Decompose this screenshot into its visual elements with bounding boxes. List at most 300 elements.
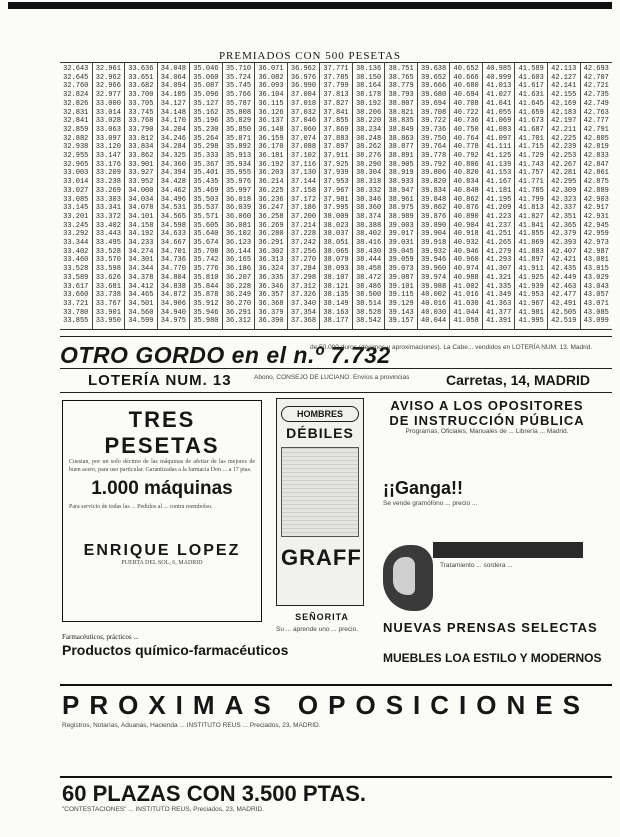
prize-number: 33.528 bbox=[63, 265, 89, 274]
prize-number: 39.073 bbox=[388, 265, 414, 274]
prize-number: 36.313 bbox=[258, 256, 284, 265]
prize-number: 33.014 bbox=[95, 108, 121, 117]
prize-number: 40.985 bbox=[486, 65, 512, 73]
prize-number: 34.598 bbox=[160, 221, 186, 230]
prize-number: 40.890 bbox=[453, 212, 479, 221]
prize-number: 42.435 bbox=[551, 265, 577, 274]
prize-number: 41.167 bbox=[486, 178, 512, 187]
prize-number: 36.249 bbox=[225, 291, 252, 300]
prize-number: 34.000 bbox=[128, 186, 154, 195]
prize-number: 42.833 bbox=[583, 152, 609, 161]
prize-number: 35.674 bbox=[193, 239, 219, 248]
prize-number: 33.651 bbox=[128, 73, 154, 82]
prize-number: 38.079 bbox=[323, 256, 349, 265]
prize-number: 35.571 bbox=[193, 212, 219, 221]
prize-number: 41.377 bbox=[486, 308, 512, 317]
prize-number: 37.925 bbox=[323, 160, 349, 169]
prize-number: 41.321 bbox=[486, 273, 512, 282]
farmaceuticos-small: Farmacéuticos, prácticos ... bbox=[62, 633, 139, 641]
prize-number: 35.850 bbox=[225, 125, 252, 134]
prize-number: 41.069 bbox=[486, 117, 512, 126]
prize-number: 42.211 bbox=[551, 125, 577, 134]
prize-number: 34.246 bbox=[160, 134, 186, 143]
prize-number: 36.060 bbox=[225, 212, 252, 221]
prize-number: 34.565 bbox=[160, 212, 186, 221]
prize-number: 37.284 bbox=[290, 265, 317, 274]
prize-number: 42.917 bbox=[583, 204, 609, 213]
prize-number: 40.694 bbox=[453, 91, 479, 100]
prize-number: 39.932 bbox=[421, 247, 447, 256]
prize-number: 33.027 bbox=[63, 186, 89, 195]
prize-number: 37.953 bbox=[323, 178, 349, 187]
prize-number: 33.145 bbox=[63, 204, 89, 213]
prize-number: 33.812 bbox=[128, 134, 154, 143]
prize-number: 42.379 bbox=[551, 230, 577, 239]
ganga-title: ¡¡Ganga!! bbox=[383, 478, 463, 498]
prize-number: 34.284 bbox=[160, 143, 186, 152]
prize-number: 39.918 bbox=[421, 239, 447, 248]
prize-number: 40.652 bbox=[453, 65, 479, 73]
prize-number: 33.402 bbox=[63, 247, 89, 256]
proximas-title: PROXIMAS OPOSICIONES bbox=[62, 690, 590, 720]
prize-number: 42.239 bbox=[551, 143, 577, 152]
prize-number: 41.967 bbox=[518, 299, 544, 308]
prize-number: 37.032 bbox=[290, 108, 317, 117]
prize-number: 42.875 bbox=[583, 178, 609, 187]
prize-number: 35.367 bbox=[193, 160, 219, 169]
prize-number: 41.002 bbox=[453, 282, 479, 291]
prize-number: 36.258 bbox=[258, 212, 284, 221]
prize-number: 39.736 bbox=[421, 125, 447, 134]
prize-number: 40.946 bbox=[453, 247, 479, 256]
prize-number: 40.918 bbox=[453, 230, 479, 239]
prize-number: 36.291 bbox=[258, 239, 284, 248]
otro-gordo-note: de 50.000 duros (décimos y aproximaciones). La Cabe... vendidos en LOTERÍA NUM. 13. Madrid. bbox=[310, 344, 593, 351]
prize-number: 34.274 bbox=[128, 247, 154, 256]
prize-number: 33.303 bbox=[95, 195, 121, 204]
prize-number: 33.855 bbox=[63, 317, 89, 326]
prize-number: 37.018 bbox=[290, 99, 317, 108]
prize-number: 34.170 bbox=[160, 117, 186, 126]
prize-number: 39.143 bbox=[388, 308, 414, 317]
prize-number: 33.768 bbox=[128, 117, 154, 126]
prize-number: 35.401 bbox=[193, 169, 219, 178]
otro-gordo-headline: OTRO GORDO en el n.º 7.732 bbox=[60, 342, 391, 368]
prize-number: 42.861 bbox=[583, 169, 609, 178]
prize-number: 42.505 bbox=[551, 308, 577, 317]
prize-number: 43.001 bbox=[583, 256, 609, 265]
prize-number: 42.351 bbox=[551, 212, 577, 221]
prize-number: 38.989 bbox=[388, 212, 414, 221]
prize-number: 32.977 bbox=[95, 91, 121, 100]
prize-number: 38.877 bbox=[388, 143, 414, 152]
prize-number: 33.201 bbox=[63, 212, 89, 221]
section-divider bbox=[60, 392, 612, 393]
prize-number: 36.123 bbox=[225, 239, 252, 248]
prize-number: 40.988 bbox=[453, 273, 479, 282]
prize-number: 33.790 bbox=[128, 125, 154, 134]
prize-number: 39.848 bbox=[421, 195, 447, 204]
tres-pesetas-body: Cuestan, por un solo décimo de las máquinas de afeitar de las mejores de buen acero, para uso particular. Garantizadas a la farmacia Don ... a 17 ptas. bbox=[69, 459, 255, 473]
prize-number: 42.749 bbox=[583, 99, 609, 108]
prize-number: 36.104 bbox=[258, 91, 284, 100]
prize-number: 41.911 bbox=[518, 265, 544, 274]
prize-number: 36.302 bbox=[258, 247, 284, 256]
tres-pesetas-body2: Para servicio de todas las ... Pedidos al ... contra reembolso. bbox=[69, 504, 213, 510]
prize-number: 35.955 bbox=[225, 169, 252, 178]
loteria-address: Carretas, 14, MADRID bbox=[446, 372, 590, 388]
prize-number: 40.820 bbox=[453, 169, 479, 178]
prize-number: 42.267 bbox=[551, 160, 577, 169]
prize-number: 34.148 bbox=[160, 108, 186, 117]
prize-number: 35.537 bbox=[193, 204, 219, 213]
prize-number: 38.051 bbox=[323, 239, 349, 248]
prize-number: 38.919 bbox=[388, 169, 414, 178]
prize-number: 41.813 bbox=[518, 204, 544, 213]
sordos-body: Tratamiento ... sordera ... bbox=[440, 562, 513, 569]
tres-pesetas-ad bbox=[62, 400, 262, 622]
prize-number: 40.848 bbox=[453, 186, 479, 195]
proximas-body: Registros, Notarías, Aduanas, Hacienda ... INSTITUTO REUS ... Preciados, 23, MADRID. bbox=[62, 722, 321, 729]
prize-number: 41.617 bbox=[518, 82, 544, 91]
prize-number: 35.913 bbox=[225, 152, 252, 161]
prize-number: 36.291 bbox=[225, 308, 252, 317]
prize-number: 38.933 bbox=[388, 178, 414, 187]
prize-number: 34.394 bbox=[160, 169, 186, 178]
prize-number: 39.708 bbox=[421, 108, 447, 117]
prize-number: 35.829 bbox=[225, 117, 252, 126]
prize-number: 41.645 bbox=[518, 99, 544, 108]
prize-number: 35.605 bbox=[193, 221, 219, 230]
hombres-label: HOMBRES bbox=[281, 406, 359, 422]
prize-number: 40.876 bbox=[453, 204, 479, 213]
prize-number: 36.170 bbox=[258, 143, 284, 152]
prize-number: 41.687 bbox=[518, 125, 544, 134]
prize-number: 36.990 bbox=[290, 82, 317, 91]
prize-number: 33.147 bbox=[95, 152, 121, 161]
prize-number: 39.666 bbox=[421, 82, 447, 91]
prize-number: 34.560 bbox=[128, 308, 154, 317]
prize-number: 36.071 bbox=[258, 65, 284, 73]
prize-number: 36.976 bbox=[290, 73, 317, 82]
prize-number: 39.764 bbox=[421, 143, 447, 152]
prize-number: 38.135 bbox=[323, 291, 349, 300]
prize-number: 41.631 bbox=[518, 91, 544, 100]
prize-number: 39.638 bbox=[421, 65, 447, 73]
prize-number: 37.340 bbox=[290, 299, 317, 308]
prize-number: 40.764 bbox=[453, 134, 479, 143]
prize-number: 40.736 bbox=[453, 117, 479, 126]
prize-number: 38.093 bbox=[323, 265, 349, 274]
section-divider bbox=[60, 368, 612, 369]
prize-number: 33.950 bbox=[95, 317, 121, 326]
prize-number: 37.883 bbox=[323, 134, 349, 143]
prize-number: 36.368 bbox=[258, 299, 284, 308]
prize-number: 42.113 bbox=[551, 65, 577, 73]
prize-number: 36.390 bbox=[258, 317, 284, 326]
prize-number: 36.962 bbox=[290, 65, 317, 73]
prize-number: 40.016 bbox=[421, 299, 447, 308]
prize-number: 42.449 bbox=[551, 273, 577, 282]
prize-number: 36.018 bbox=[225, 195, 252, 204]
sordos-banner bbox=[433, 542, 583, 558]
prize-number: 34.158 bbox=[128, 221, 154, 230]
prize-number: 38.206 bbox=[355, 108, 382, 117]
prize-number: 34.378 bbox=[128, 273, 154, 282]
prize-number: 35.934 bbox=[225, 160, 252, 169]
prize-number: 37.060 bbox=[290, 125, 317, 134]
prize-number: 35.060 bbox=[193, 73, 219, 82]
prize-number: 41.209 bbox=[486, 204, 512, 213]
prize-number: 41.939 bbox=[518, 282, 544, 291]
prize-number: 38.149 bbox=[323, 299, 349, 308]
prize-number: 34.633 bbox=[160, 230, 186, 239]
prize-number: 38.863 bbox=[388, 134, 414, 143]
prize-number: 42.945 bbox=[583, 221, 609, 230]
ganga-body: Se vende gramófono ... precio ... bbox=[383, 500, 478, 507]
prize-number: 32.961 bbox=[95, 65, 121, 73]
loteria-name: LOTERÍA NUM. 13 bbox=[88, 372, 232, 389]
number-column bbox=[223, 63, 256, 329]
prize-number: 39.031 bbox=[388, 239, 414, 248]
prize-number: 42.183 bbox=[551, 108, 577, 117]
prize-number: 40.002 bbox=[421, 291, 447, 300]
prize-number: 37.214 bbox=[290, 221, 317, 230]
prize-number: 36.236 bbox=[258, 195, 284, 204]
prize-number: 37.981 bbox=[323, 195, 349, 204]
prize-number: 37.298 bbox=[290, 273, 317, 282]
prize-number: 38.037 bbox=[323, 230, 349, 239]
prize-number: 39.806 bbox=[421, 169, 447, 178]
aviso-title: AVISO A LOS OPOSITORES DE INSTRUCCIÓN PÚBLICA bbox=[389, 398, 585, 428]
prize-number: 34.344 bbox=[128, 265, 154, 274]
prize-number: 38.458 bbox=[355, 265, 382, 274]
prize-number: 42.169 bbox=[551, 99, 577, 108]
prize-number: 40.680 bbox=[453, 82, 479, 91]
debiles-ad bbox=[276, 398, 364, 606]
prize-number: 35.046 bbox=[193, 65, 219, 73]
number-column bbox=[581, 63, 613, 329]
prize-number: 41.729 bbox=[518, 152, 544, 161]
prize-number: 39.974 bbox=[421, 273, 447, 282]
prize-number: 35.096 bbox=[193, 91, 219, 100]
prize-number: 42.323 bbox=[551, 195, 577, 204]
prize-number: 38.849 bbox=[388, 125, 414, 134]
prize-number: 42.197 bbox=[551, 117, 577, 126]
prize-number: 41.027 bbox=[486, 91, 512, 100]
prize-number: 33.598 bbox=[95, 265, 121, 274]
prize-number: 39.017 bbox=[388, 230, 414, 239]
prize-number: 33.495 bbox=[95, 239, 121, 248]
prize-number: 38.276 bbox=[355, 152, 382, 161]
prize-number: 37.368 bbox=[290, 317, 317, 326]
prize-number: 41.827 bbox=[518, 212, 544, 221]
prize-number: 32.824 bbox=[63, 91, 89, 100]
prize-number: 34.940 bbox=[160, 308, 186, 317]
prize-number: 33.636 bbox=[128, 65, 154, 73]
prize-number: 34.094 bbox=[160, 82, 186, 91]
prize-number: 42.365 bbox=[551, 221, 577, 230]
prize-number: 40.722 bbox=[453, 108, 479, 117]
prize-number: 34.975 bbox=[160, 317, 186, 326]
prize-number: 41.030 bbox=[453, 299, 479, 308]
prize-number: 41.181 bbox=[486, 186, 512, 195]
prize-number: 40.932 bbox=[453, 239, 479, 248]
prize-number: 42.477 bbox=[551, 291, 577, 300]
product-illustration bbox=[281, 447, 359, 537]
prize-number: 36.144 bbox=[225, 247, 252, 256]
prize-number: 35.980 bbox=[193, 317, 219, 326]
prize-number: 42.127 bbox=[551, 73, 577, 82]
prize-number: 33.767 bbox=[95, 299, 121, 308]
prize-number: 40.904 bbox=[453, 221, 479, 230]
prize-number: 39.087 bbox=[388, 273, 414, 282]
prize-number: 38.751 bbox=[388, 65, 414, 73]
prize-number: 33.528 bbox=[95, 247, 121, 256]
prize-number: 42.225 bbox=[551, 134, 577, 143]
prize-number: 35.503 bbox=[193, 195, 219, 204]
prize-number: 38.065 bbox=[323, 247, 349, 256]
prize-number: 34.804 bbox=[160, 273, 186, 282]
prize-number: 36.186 bbox=[225, 265, 252, 274]
prize-number: 38.192 bbox=[355, 99, 382, 108]
prize-number: 37.102 bbox=[290, 152, 317, 161]
prize-number: 41.055 bbox=[486, 108, 512, 117]
prize-number: 42.337 bbox=[551, 204, 577, 213]
prize-number: 35.127 bbox=[193, 99, 219, 108]
prize-number: 42.407 bbox=[551, 247, 577, 256]
prize-number: 33.927 bbox=[128, 169, 154, 178]
prize-number: 41.701 bbox=[518, 134, 544, 143]
prize-number: 34.838 bbox=[160, 282, 186, 291]
prize-number: 39.680 bbox=[421, 91, 447, 100]
prize-number: 38.150 bbox=[355, 73, 382, 82]
prize-number: 38.290 bbox=[355, 160, 382, 169]
prize-number: 42.519 bbox=[551, 317, 577, 326]
prize-number: 37.004 bbox=[290, 91, 317, 100]
prize-number: 38.416 bbox=[355, 239, 382, 248]
prize-number: 41.995 bbox=[518, 317, 544, 326]
prize-number: 37.967 bbox=[323, 186, 349, 195]
prize-number: 34.599 bbox=[128, 317, 154, 326]
prize-number: 42.931 bbox=[583, 212, 609, 221]
prize-number: 33.292 bbox=[63, 230, 89, 239]
prize-number: 33.120 bbox=[95, 143, 121, 152]
prize-number: 37.186 bbox=[290, 204, 317, 213]
prize-number: 38.164 bbox=[355, 82, 382, 91]
prize-number: 41.659 bbox=[518, 108, 544, 117]
prize-number: 36.269 bbox=[258, 221, 284, 230]
prize-number: 34.127 bbox=[160, 99, 186, 108]
maker-address: PUERTA DEL SOL, 6, MADRID bbox=[121, 559, 203, 566]
prize-number: 38.961 bbox=[388, 195, 414, 204]
prize-number: 41.589 bbox=[518, 65, 544, 73]
prize-number: 36.203 bbox=[258, 169, 284, 178]
number-column bbox=[288, 63, 321, 329]
prize-number: 38.891 bbox=[388, 152, 414, 161]
prize-number: 36.379 bbox=[258, 308, 284, 317]
prize-number: 32.962 bbox=[95, 73, 121, 82]
prize-number: 41.265 bbox=[486, 239, 512, 248]
prize-number: 41.897 bbox=[518, 256, 544, 265]
prize-number: 33.901 bbox=[128, 160, 154, 169]
prize-number: 38.234 bbox=[355, 125, 382, 134]
number-column bbox=[418, 63, 451, 329]
prize-number: 35.810 bbox=[193, 273, 219, 282]
muebles-title: MUEBLES LOA ESTILO Y MODERNOS bbox=[383, 651, 602, 665]
prize-number: 35.946 bbox=[193, 308, 219, 317]
senorita-body: Su ... aprende uno ... precio. bbox=[276, 626, 359, 633]
prize-number: 33.209 bbox=[95, 169, 121, 178]
prize-number: 33.862 bbox=[128, 152, 154, 161]
prize-number: 32.826 bbox=[63, 99, 89, 108]
prize-number: 36.247 bbox=[258, 204, 284, 213]
prize-number: 38.220 bbox=[355, 117, 382, 126]
debiles-title: DÉBILES bbox=[286, 425, 354, 441]
prize-number: 39.003 bbox=[388, 221, 414, 230]
prize-number: 36.115 bbox=[258, 99, 284, 108]
prize-number: 37.074 bbox=[290, 134, 317, 143]
prize-number: 32.760 bbox=[63, 82, 89, 91]
prize-number: 38.304 bbox=[355, 169, 382, 178]
number-column bbox=[158, 63, 191, 329]
prize-number: 38.121 bbox=[323, 282, 349, 291]
prize-number: 42.253 bbox=[551, 152, 577, 161]
prize-number: 40.960 bbox=[453, 256, 479, 265]
prize-number: 37.827 bbox=[323, 99, 349, 108]
prize-number: 42.393 bbox=[551, 239, 577, 248]
number-column bbox=[190, 63, 223, 329]
prize-number: 35.912 bbox=[193, 299, 219, 308]
prize-number: 33.589 bbox=[63, 273, 89, 282]
prize-number: 37.046 bbox=[290, 117, 317, 126]
prize-number: 41.363 bbox=[486, 299, 512, 308]
prize-number: 33.705 bbox=[128, 99, 154, 108]
prize-number: 33.014 bbox=[63, 178, 89, 187]
prize-number: 32.831 bbox=[63, 108, 89, 117]
prize-number: 42.903 bbox=[583, 195, 609, 204]
prize-number: 32.955 bbox=[63, 152, 89, 161]
prize-number: 37.813 bbox=[323, 91, 349, 100]
prize-number: 35.976 bbox=[225, 178, 252, 187]
prize-number: 39.129 bbox=[388, 299, 414, 308]
prize-number: 33.952 bbox=[128, 178, 154, 187]
prize-number: 38.542 bbox=[355, 317, 382, 326]
prize-number: 33.617 bbox=[63, 282, 89, 291]
prize-number: 35.878 bbox=[193, 291, 219, 300]
prize-number: 32.882 bbox=[63, 134, 89, 143]
aviso-ad bbox=[383, 398, 591, 468]
prize-number: 33.901 bbox=[95, 308, 121, 317]
prize-number: 35.742 bbox=[193, 256, 219, 265]
prize-number: 32.645 bbox=[63, 73, 89, 82]
prize-number: 41.195 bbox=[486, 195, 512, 204]
prize-number: 33.780 bbox=[63, 308, 89, 317]
prize-number: 41.785 bbox=[518, 186, 544, 195]
prize-number: 39.652 bbox=[421, 73, 447, 82]
prize-number: 41.883 bbox=[518, 247, 544, 256]
prize-number: 35.640 bbox=[193, 230, 219, 239]
prize-number: 37.200 bbox=[290, 212, 317, 221]
prize-number: 35.196 bbox=[193, 117, 219, 126]
prize-number: 39.890 bbox=[421, 221, 447, 230]
prize-number: 38.765 bbox=[388, 73, 414, 82]
prize-number: 34.736 bbox=[160, 256, 186, 265]
prize-number: 32.965 bbox=[63, 160, 89, 169]
prize-number: 40.666 bbox=[453, 73, 479, 82]
prize-number: 34.667 bbox=[160, 239, 186, 248]
prize-number: 37.897 bbox=[323, 143, 349, 152]
